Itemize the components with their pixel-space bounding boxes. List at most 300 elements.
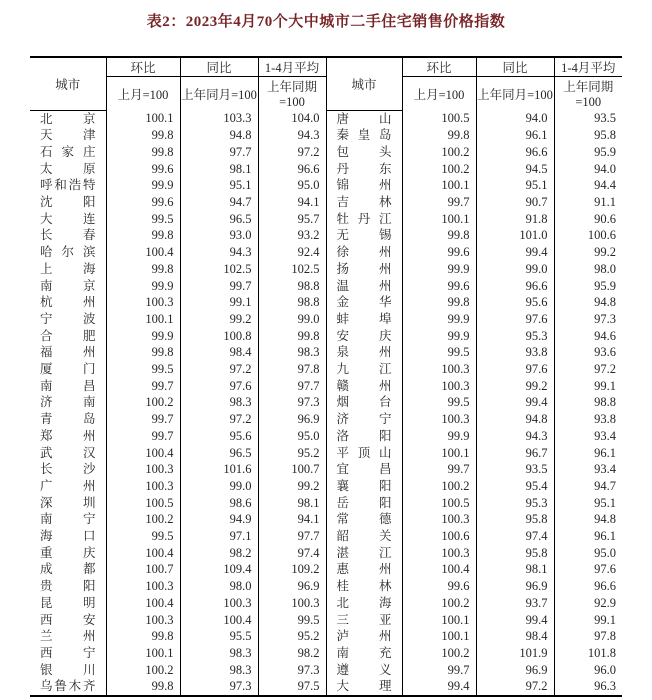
table-row <box>30 612 622 629</box>
city-cell: 蚌埠 <box>326 311 402 328</box>
value-cell: 99.7 <box>180 278 258 295</box>
value-cell: 98.8 <box>258 278 326 295</box>
value-cell: 100.3 <box>106 578 180 595</box>
value-cell: 99.5 <box>106 528 180 545</box>
value-cell: 96.6 <box>476 144 554 161</box>
city-cell: 北海 <box>326 595 402 612</box>
value-cell: 99.9 <box>402 261 476 278</box>
city-cell: 合肥 <box>30 328 106 345</box>
city-cell: 吉林 <box>326 194 402 211</box>
value-cell: 100.3 <box>106 478 180 495</box>
value-cell: 100.1 <box>402 177 476 194</box>
city-cell: 湛江 <box>326 545 402 562</box>
value-cell: 99.1 <box>594 612 616 627</box>
city-cell: 三亚 <box>326 612 402 629</box>
value-cell: 97.5 <box>258 678 326 696</box>
value-cell: 100.1 <box>106 110 180 127</box>
table-row <box>30 411 622 428</box>
value-cell: 100.5 <box>402 110 476 127</box>
city-cell: 遵义 <box>326 662 402 679</box>
value-cell: 100.4 <box>106 445 180 462</box>
value-cell: 100.7 <box>258 461 326 478</box>
city-cell: 惠州 <box>326 561 402 578</box>
value-cell: 99.5 <box>106 211 180 228</box>
value-cell: 94.6 <box>594 328 616 343</box>
value-cell: 97.6 <box>476 361 554 378</box>
value-cell: 98.4 <box>476 628 554 645</box>
city-cell: 宜昌 <box>326 461 402 478</box>
value-cell: 98.8 <box>258 294 326 311</box>
value-cell: 99.7 <box>402 662 476 679</box>
value-cell: 101.9 <box>476 645 554 662</box>
value-cell: 100.1 <box>402 612 476 629</box>
price-index-table <box>30 56 622 697</box>
table-row <box>30 278 622 295</box>
value-cell: 100.5 <box>106 495 180 512</box>
value-cell: 100.6 <box>402 528 476 545</box>
header-avg-left: 1-4月平均 <box>258 57 326 77</box>
city-cell: 赣州 <box>326 378 402 395</box>
value-cell: 93.8 <box>594 412 616 427</box>
value-cell: 97.7 <box>258 378 326 395</box>
city-cell: 南宁 <box>30 511 106 528</box>
value-cell: 96.6 <box>476 278 554 295</box>
value-cell: 96.6 <box>258 161 326 178</box>
value-cell: 96.6 <box>594 579 616 594</box>
city-cell: 宁波 <box>30 311 106 328</box>
city-cell: 西宁 <box>30 645 106 662</box>
value-cell: 94.7 <box>180 194 258 211</box>
value-cell: 102.5 <box>180 261 258 278</box>
value-cell: 97.7 <box>180 144 258 161</box>
value-cell: 104.0 <box>258 110 326 127</box>
city-cell: 岳阳 <box>326 495 402 512</box>
value-cell: 97.1 <box>180 528 258 545</box>
city-cell: 乌鲁木齐 <box>30 678 106 696</box>
value-cell: 93.7 <box>476 595 554 612</box>
city-cell: 长沙 <box>30 461 106 478</box>
value-cell: 99.8 <box>258 328 326 345</box>
value-cell: 94.8 <box>594 295 616 310</box>
value-cell: 95.0 <box>258 428 326 445</box>
city-cell: 金华 <box>326 294 402 311</box>
value-cell: 92.4 <box>258 244 326 261</box>
value-cell: 96.9 <box>258 578 326 595</box>
table-row <box>30 545 622 562</box>
table-row <box>30 445 622 462</box>
value-cell: 109.2 <box>258 561 326 578</box>
table-title: 表2：2023年4月70个大中城市二手住宅销售价格指数 <box>146 14 506 30</box>
value-cell: 96.9 <box>476 578 554 595</box>
table-row <box>30 344 622 361</box>
city-cell: 丹东 <box>326 161 402 178</box>
value-cell: 98.3 <box>180 662 258 679</box>
table-row <box>30 311 622 328</box>
value-cell: 95.2 <box>258 628 326 645</box>
header-avg-base-right: 上年同期=100 <box>563 80 614 109</box>
value-cell: 99.2 <box>180 311 258 328</box>
value-cell: 95.3 <box>476 495 554 512</box>
table-row <box>30 511 622 528</box>
value-cell: 99.7 <box>106 378 180 395</box>
value-cell: 97.6 <box>594 562 616 577</box>
table-row <box>30 478 622 495</box>
table-row <box>30 428 622 445</box>
value-cell: 100.3 <box>402 378 476 395</box>
value-cell: 100.3 <box>106 461 180 478</box>
header-yoy-left: 同比 <box>180 57 258 77</box>
city-cell: 秦皇岛 <box>326 127 402 144</box>
city-cell: 广州 <box>30 478 106 495</box>
value-cell: 95.0 <box>594 545 616 560</box>
value-cell: 100.3 <box>402 511 476 528</box>
city-cell: 深圳 <box>30 495 106 512</box>
value-cell: 97.2 <box>258 144 326 161</box>
table-row <box>30 645 622 662</box>
value-cell: 96.3 <box>594 679 616 694</box>
value-cell: 95.9 <box>594 144 616 159</box>
value-cell: 93.8 <box>476 344 554 361</box>
value-cell: 98.2 <box>180 545 258 562</box>
value-cell: 99.9 <box>402 428 476 445</box>
value-cell: 96.1 <box>594 529 616 544</box>
table-header <box>30 57 622 110</box>
value-cell: 103.3 <box>180 110 258 127</box>
city-cell: 泉州 <box>326 344 402 361</box>
city-cell: 上海 <box>30 261 106 278</box>
value-cell: 94.3 <box>180 244 258 261</box>
value-cell: 99.5 <box>258 612 326 629</box>
value-cell: 100.1 <box>402 628 476 645</box>
value-cell: 99.6 <box>106 161 180 178</box>
city-cell: 兰州 <box>30 628 106 645</box>
value-cell: 100.1 <box>402 211 476 228</box>
value-cell: 100.2 <box>106 662 180 679</box>
header-yoy-base-left: 上年同月=100 <box>180 77 258 111</box>
value-cell: 97.3 <box>258 662 326 679</box>
table-row <box>30 461 622 478</box>
value-cell: 100.5 <box>402 495 476 512</box>
value-cell: 100.3 <box>258 595 326 612</box>
city-cell: 重庆 <box>30 545 106 562</box>
header-city-right: 城市 <box>326 57 402 110</box>
value-cell: 99.7 <box>106 428 180 445</box>
city-cell: 九江 <box>326 361 402 378</box>
value-cell: 101.8 <box>587 646 616 660</box>
value-cell: 98.4 <box>180 344 258 361</box>
value-cell: 98.1 <box>180 161 258 178</box>
value-cell: 97.3 <box>180 678 258 696</box>
value-cell: 100.2 <box>106 394 180 411</box>
value-cell: 94.0 <box>594 161 616 176</box>
value-cell: 99.8 <box>106 227 180 244</box>
value-cell: 99.8 <box>106 678 180 696</box>
value-cell: 99.2 <box>476 378 554 395</box>
value-cell: 98.3 <box>180 394 258 411</box>
table-row <box>30 495 622 512</box>
value-cell: 109.4 <box>180 561 258 578</box>
city-cell: 呼和浩特 <box>30 177 106 194</box>
value-cell: 100.2 <box>402 595 476 612</box>
value-cell: 94.9 <box>180 511 258 528</box>
value-cell: 98.6 <box>180 495 258 512</box>
value-cell: 93.4 <box>594 428 616 443</box>
value-cell: 99.1 <box>594 378 616 393</box>
city-cell: 石家庄 <box>30 144 106 161</box>
value-cell: 95.7 <box>258 211 326 228</box>
table-row <box>30 628 622 645</box>
value-cell: 95.8 <box>476 545 554 562</box>
value-cell: 97.3 <box>594 311 616 326</box>
table-row <box>30 595 622 612</box>
value-cell: 98.3 <box>258 344 326 361</box>
city-cell: 大理 <box>326 678 402 696</box>
value-cell: 99.0 <box>476 261 554 278</box>
value-cell: 95.6 <box>476 294 554 311</box>
value-cell: 99.5 <box>402 344 476 361</box>
value-cell: 99.7 <box>402 461 476 478</box>
value-cell: 96.9 <box>258 411 326 428</box>
value-cell: 99.2 <box>594 245 616 260</box>
value-cell: 100.1 <box>402 445 476 462</box>
city-cell: 沈阳 <box>30 194 106 211</box>
value-cell: 99.0 <box>258 311 326 328</box>
city-cell: 哈尔滨 <box>30 244 106 261</box>
value-cell: 97.7 <box>258 528 326 545</box>
value-cell: 99.6 <box>106 194 180 211</box>
city-cell: 无锡 <box>326 227 402 244</box>
value-cell: 97.2 <box>180 411 258 428</box>
city-cell: 福州 <box>30 344 106 361</box>
value-cell: 100.2 <box>106 511 180 528</box>
value-cell: 95.1 <box>476 177 554 194</box>
value-cell: 99.4 <box>476 244 554 261</box>
value-cell: 94.0 <box>476 110 554 127</box>
value-cell: 100.4 <box>180 612 258 629</box>
table-row <box>30 211 622 228</box>
table-row <box>30 394 622 411</box>
city-cell: 昆明 <box>30 595 106 612</box>
value-cell: 99.4 <box>402 678 476 696</box>
city-cell: 泸州 <box>326 628 402 645</box>
value-cell: 93.6 <box>594 345 616 360</box>
value-cell: 100.4 <box>106 595 180 612</box>
table-row <box>30 361 622 378</box>
city-cell: 西安 <box>30 612 106 629</box>
city-cell: 扬州 <box>326 261 402 278</box>
table-row <box>30 110 622 127</box>
city-cell: 常德 <box>326 511 402 528</box>
city-cell: 平顶山 <box>326 445 402 462</box>
table-row <box>30 378 622 395</box>
header-avg-right: 1-4月平均 <box>554 57 622 77</box>
value-cell: 95.2 <box>258 445 326 462</box>
city-cell: 北京 <box>30 110 106 127</box>
city-cell: 海口 <box>30 528 106 545</box>
city-cell: 徐州 <box>326 244 402 261</box>
value-cell: 95.6 <box>180 428 258 445</box>
table-row <box>30 261 622 278</box>
header-avg-base-left: 上年同期=100 <box>258 77 326 111</box>
value-cell: 99.8 <box>106 261 180 278</box>
table-row <box>30 244 622 261</box>
city-cell: 太原 <box>30 161 106 178</box>
value-cell: 99.5 <box>402 394 476 411</box>
value-cell: 90.7 <box>476 194 554 211</box>
table-row <box>30 578 622 595</box>
city-cell: 烟台 <box>326 394 402 411</box>
value-cell: 94.3 <box>476 428 554 445</box>
value-cell: 98.0 <box>594 261 616 276</box>
value-cell: 99.9 <box>106 278 180 295</box>
header-yoy-base-right: 上年同月=100 <box>476 77 554 111</box>
value-cell: 96.5 <box>180 445 258 462</box>
header-yoy-right: 同比 <box>476 57 554 77</box>
value-cell: 94.8 <box>594 512 616 527</box>
value-cell: 99.7 <box>106 411 180 428</box>
city-cell: 桂林 <box>326 578 402 595</box>
value-cell: 99.9 <box>106 177 180 194</box>
value-cell: 99.7 <box>402 194 476 211</box>
value-cell: 99.4 <box>476 394 554 411</box>
value-cell: 98.0 <box>180 578 258 595</box>
table-row <box>30 662 622 679</box>
city-cell: 厦门 <box>30 361 106 378</box>
value-cell: 99.9 <box>402 311 476 328</box>
city-cell: 襄阳 <box>326 478 402 495</box>
value-cell: 95.1 <box>594 495 616 510</box>
value-cell: 100.4 <box>106 244 180 261</box>
city-cell: 牡丹江 <box>326 211 402 228</box>
city-cell: 唐山 <box>326 110 402 127</box>
value-cell: 97.2 <box>476 678 554 696</box>
city-cell: 韶关 <box>326 528 402 545</box>
value-cell: 99.8 <box>106 628 180 645</box>
value-cell: 97.4 <box>258 545 326 562</box>
value-cell: 99.8 <box>106 144 180 161</box>
value-cell: 94.4 <box>594 178 616 193</box>
value-cell: 99.6 <box>402 578 476 595</box>
value-cell: 100.3 <box>106 612 180 629</box>
value-cell: 98.1 <box>476 561 554 578</box>
city-cell: 南昌 <box>30 378 106 395</box>
value-cell: 93.0 <box>180 227 258 244</box>
value-cell: 90.6 <box>594 211 616 226</box>
value-cell: 96.0 <box>594 662 616 677</box>
value-cell: 100.2 <box>402 478 476 495</box>
value-cell: 97.8 <box>594 629 616 644</box>
value-cell: 99.6 <box>402 278 476 295</box>
value-cell: 95.5 <box>180 628 258 645</box>
value-cell: 96.1 <box>594 445 616 460</box>
value-cell: 101.6 <box>180 461 258 478</box>
city-cell: 天津 <box>30 127 106 144</box>
city-cell: 青岛 <box>30 411 106 428</box>
value-cell: 95.4 <box>476 478 554 495</box>
city-cell: 武汉 <box>30 445 106 462</box>
value-cell: 98.2 <box>258 645 326 662</box>
value-cell: 92.9 <box>594 595 616 610</box>
city-cell: 贵阳 <box>30 578 106 595</box>
value-cell: 99.0 <box>180 478 258 495</box>
value-cell: 97.3 <box>258 394 326 411</box>
city-cell: 济宁 <box>326 411 402 428</box>
value-cell: 96.9 <box>476 662 554 679</box>
value-cell: 93.5 <box>476 461 554 478</box>
value-cell: 100.3 <box>402 545 476 562</box>
value-cell: 97.6 <box>476 311 554 328</box>
value-cell: 94.3 <box>258 127 326 144</box>
value-cell: 95.0 <box>258 177 326 194</box>
value-cell: 100.2 <box>402 161 476 178</box>
city-cell: 包头 <box>326 144 402 161</box>
city-cell: 南充 <box>326 645 402 662</box>
value-cell: 96.7 <box>476 445 554 462</box>
value-cell: 95.3 <box>476 328 554 345</box>
city-cell: 郑州 <box>30 428 106 445</box>
header-mom-right: 环比 <box>402 57 476 77</box>
value-cell: 100.3 <box>402 411 476 428</box>
value-cell: 91.8 <box>476 211 554 228</box>
value-cell: 97.4 <box>476 528 554 545</box>
value-cell: 97.2 <box>594 362 616 377</box>
value-cell: 97.2 <box>180 361 258 378</box>
value-cell: 96.1 <box>476 127 554 144</box>
table-row <box>30 127 622 144</box>
value-cell: 99.8 <box>106 344 180 361</box>
city-cell: 南京 <box>30 278 106 295</box>
value-cell: 100.4 <box>106 545 180 562</box>
value-cell: 95.8 <box>594 128 616 143</box>
city-cell: 安庆 <box>326 328 402 345</box>
value-cell: 95.1 <box>180 177 258 194</box>
header-mom-base-right: 上月=100 <box>402 77 476 111</box>
header-mom-base-left: 上月=100 <box>106 77 180 111</box>
value-cell: 93.5 <box>594 111 616 126</box>
value-cell: 100.3 <box>402 361 476 378</box>
value-cell: 99.4 <box>476 612 554 629</box>
value-cell: 98.1 <box>258 495 326 512</box>
value-cell: 95.8 <box>476 511 554 528</box>
value-cell: 94.5 <box>476 161 554 178</box>
value-cell: 99.8 <box>106 127 180 144</box>
table-row <box>30 177 622 194</box>
city-cell: 锦州 <box>326 177 402 194</box>
value-cell: 95.9 <box>594 278 616 293</box>
table-row <box>30 194 622 211</box>
value-cell: 100.8 <box>180 328 258 345</box>
value-cell: 96.5 <box>180 211 258 228</box>
value-cell: 94.7 <box>594 478 616 493</box>
value-cell: 99.8 <box>402 294 476 311</box>
value-cell: 99.1 <box>180 294 258 311</box>
header-city-left: 城市 <box>30 57 106 110</box>
value-cell: 94.8 <box>180 127 258 144</box>
city-cell: 洛阳 <box>326 428 402 445</box>
value-cell: 93.4 <box>594 462 616 477</box>
value-cell: 101.0 <box>476 227 554 244</box>
value-cell: 100.7 <box>106 561 180 578</box>
table-row <box>30 561 622 578</box>
value-cell: 100.2 <box>402 645 476 662</box>
value-cell: 99.5 <box>106 361 180 378</box>
value-cell: 97.8 <box>258 361 326 378</box>
value-cell: 100.2 <box>402 144 476 161</box>
value-cell: 100.3 <box>106 294 180 311</box>
value-cell: 100.4 <box>402 561 476 578</box>
table-body <box>30 110 622 696</box>
value-cell: 100.6 <box>587 228 616 243</box>
